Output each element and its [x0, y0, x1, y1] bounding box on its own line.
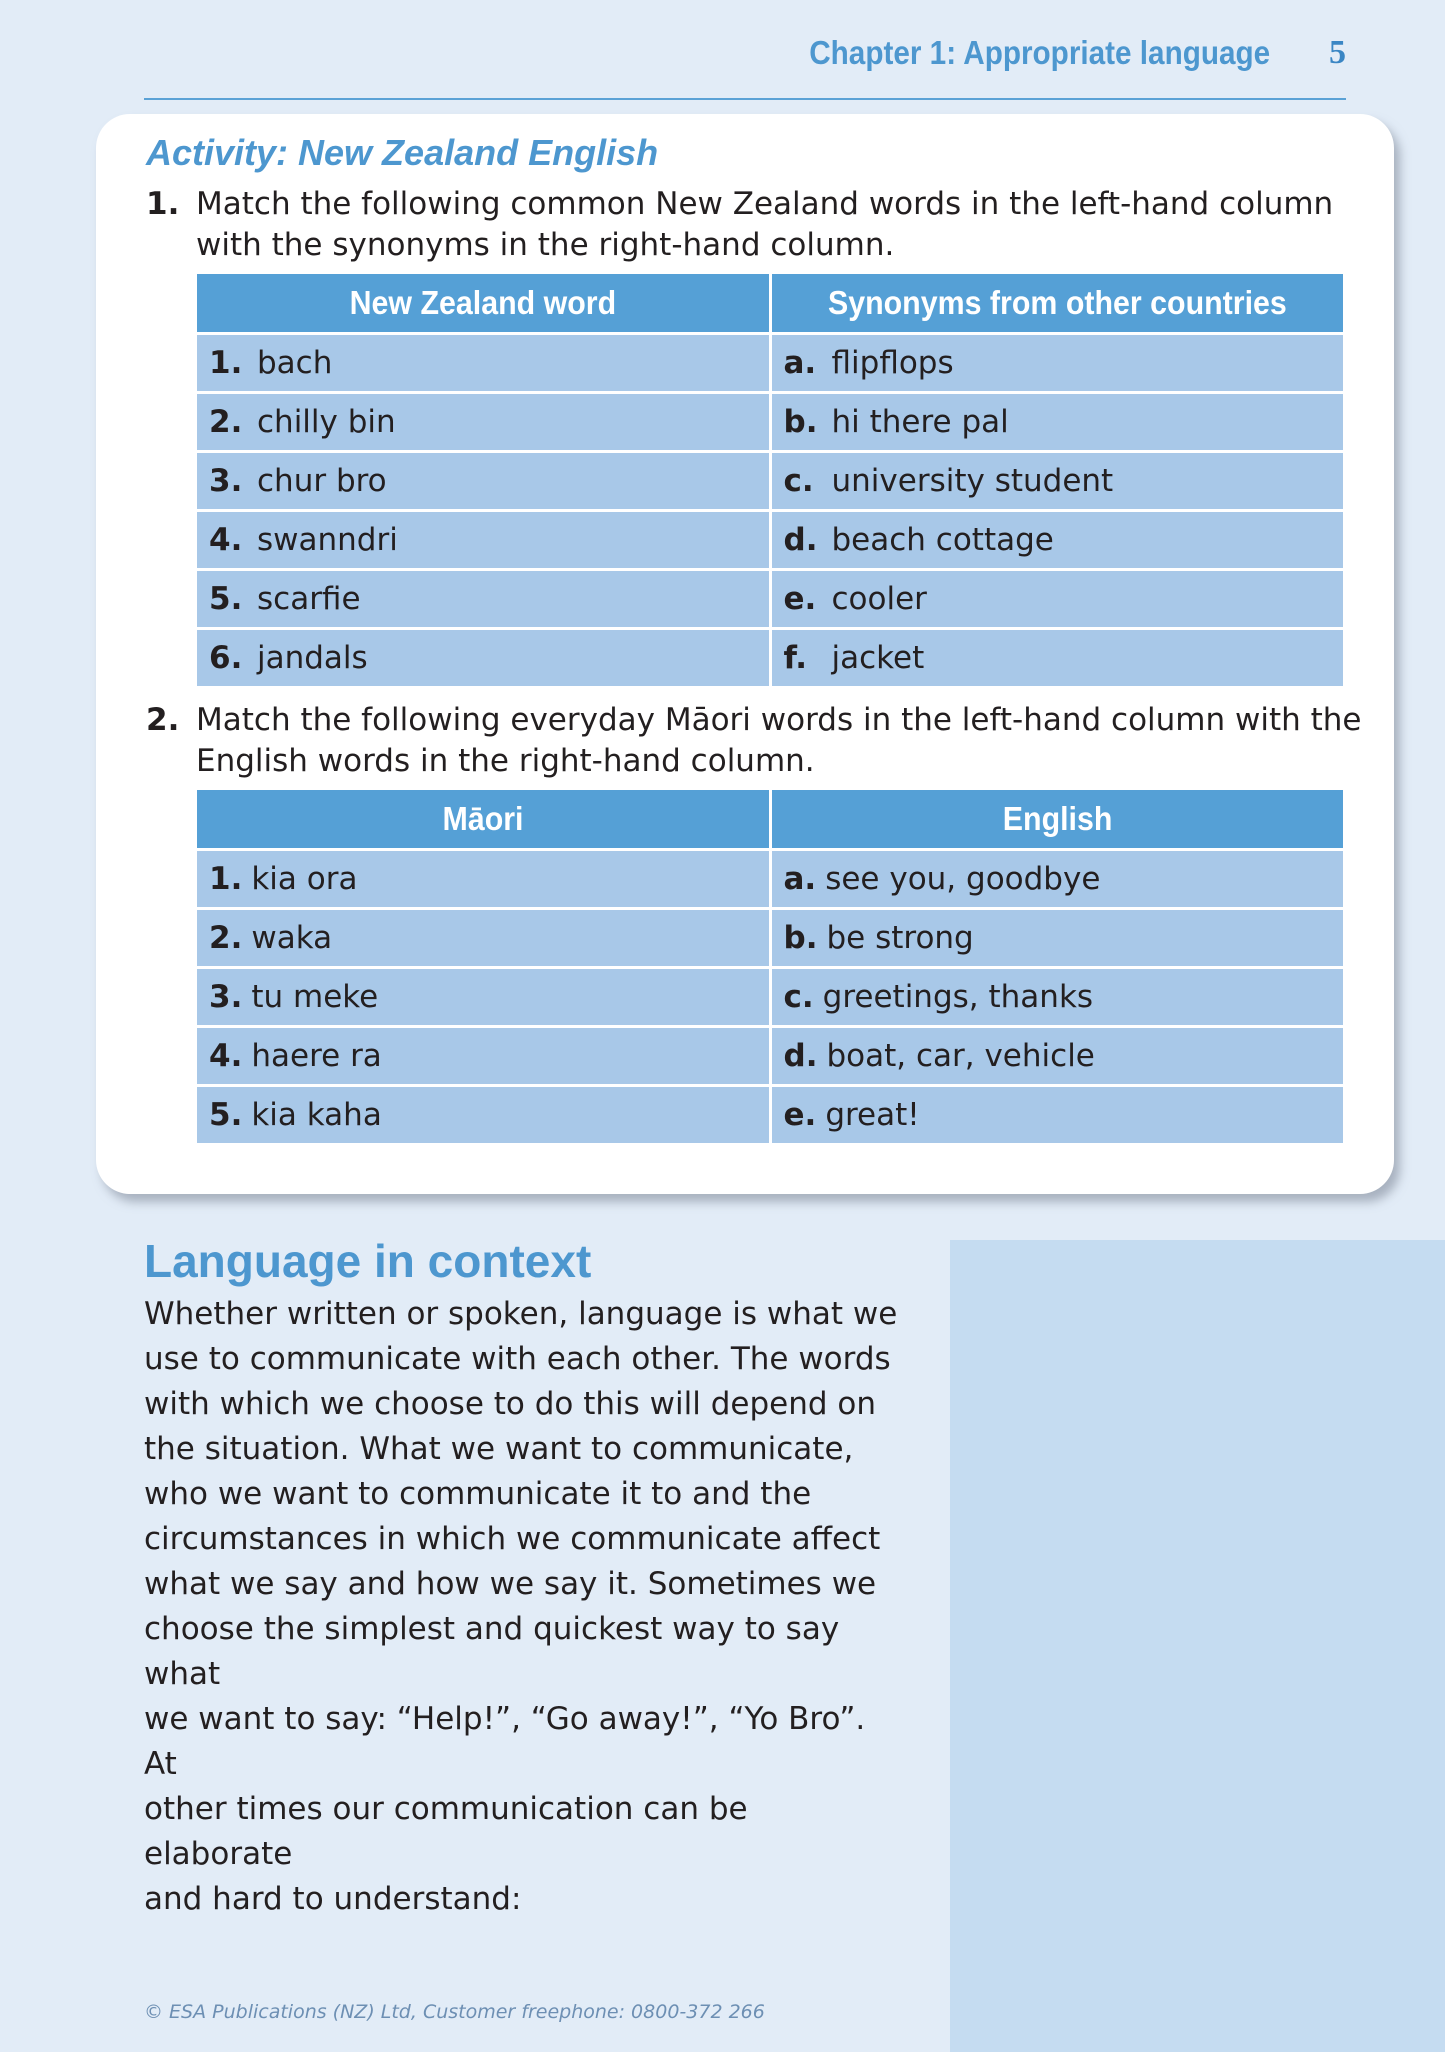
question-2-number: 2. — [146, 702, 180, 738]
table-row — [197, 851, 1343, 907]
body-line: we want to say: “Help!”, “Go away!”, “Yo Bro”. At — [144, 1701, 866, 1782]
maori-words-table — [194, 787, 1346, 1146]
activity-title: Activity: New Zealand English — [146, 132, 659, 173]
page-number: 5 — [1329, 34, 1346, 71]
column-header-synonyms: Synonyms from other countries — [772, 274, 1344, 332]
nz-word-cell: 3. chur bro — [197, 453, 769, 509]
synonym-cell: d. beach cottage — [772, 512, 1344, 568]
question-2 — [146, 700, 1386, 782]
section-heading: Language in context — [144, 1235, 592, 1287]
table-row — [197, 969, 1343, 1025]
nz-word-cell: 2. chilly bin — [197, 394, 769, 450]
side-panel-decoration — [950, 1240, 1445, 2052]
page-header — [144, 30, 1346, 100]
question-1-text: Match the following common New Zealand words in the left-hand column with the synonyms in the right-hand column. — [196, 186, 1334, 263]
body-line: with which we choose to do this will depend on — [144, 1386, 876, 1422]
question-2-text: Match the following everyday Māori words in the left-hand column with the English words in the right-hand column. — [196, 702, 1362, 779]
question-1 — [146, 184, 1386, 266]
english-word-cell: a. see you, goodbye — [772, 851, 1344, 907]
table-row — [197, 453, 1343, 509]
maori-word-cell: 1. kia ora — [197, 851, 769, 907]
body-line: Whether written or spoken, language is what we — [144, 1296, 898, 1332]
column-header-nz-word: New Zealand word — [197, 274, 769, 332]
english-word-cell: c. greetings, thanks — [772, 969, 1344, 1025]
nz-words-table — [194, 271, 1346, 689]
column-header-english: English — [772, 790, 1344, 848]
nz-word-cell: 5. scarfie — [197, 571, 769, 627]
body-line: use to communicate with each other. The words — [144, 1341, 891, 1377]
body-line: what we say and how we say it. Sometimes we — [144, 1566, 877, 1602]
activity-card — [96, 114, 1394, 1194]
table-row — [197, 571, 1343, 627]
synonym-cell: c. university student — [772, 453, 1344, 509]
body-line: choose the simplest and quickest way to say what — [144, 1611, 840, 1692]
table-row — [197, 1087, 1343, 1143]
maori-word-cell: 2. waka — [197, 910, 769, 966]
body-line: other times our communication can be elaborate — [144, 1791, 748, 1872]
nz-word-cell: 4. swanndri — [197, 512, 769, 568]
table-row — [197, 1028, 1343, 1084]
maori-word-cell: 4. haere ra — [197, 1028, 769, 1084]
table-row — [197, 335, 1343, 391]
table-row — [197, 394, 1343, 450]
english-word-cell: b. be strong — [772, 910, 1344, 966]
nz-word-cell: 6. jandals — [197, 630, 769, 686]
synonym-cell: e. cooler — [772, 571, 1344, 627]
synonym-cell: b. hi there pal — [772, 394, 1344, 450]
chapter-title: Chapter 1: Appropriate language — [809, 34, 1270, 71]
english-word-cell: e. great! — [772, 1087, 1344, 1143]
body-line: and hard to understand: — [144, 1881, 522, 1917]
column-header-maori: Māori — [197, 790, 769, 848]
body-line: the situation. What we want to communicate, — [144, 1431, 854, 1467]
body-line: who we want to communicate it to and the — [144, 1476, 812, 1512]
synonym-cell: f. jacket — [772, 630, 1344, 686]
nz-word-cell: 1. bach — [197, 335, 769, 391]
section-body — [144, 1292, 904, 1922]
table-row — [197, 512, 1343, 568]
body-line: circumstances in which we communicate affect — [144, 1521, 881, 1557]
table-row — [197, 630, 1343, 686]
footer-copyright: © ESA Publications (NZ) Ltd, Customer freephone: 0800-372 266 — [144, 2001, 765, 2023]
english-word-cell: d. boat, car, vehicle — [772, 1028, 1344, 1084]
maori-word-cell: 3. tu meke — [197, 969, 769, 1025]
question-1-number: 1. — [146, 186, 180, 222]
maori-word-cell: 5. kia kaha — [197, 1087, 769, 1143]
table-row — [197, 910, 1343, 966]
synonym-cell: a. flipflops — [772, 335, 1344, 391]
